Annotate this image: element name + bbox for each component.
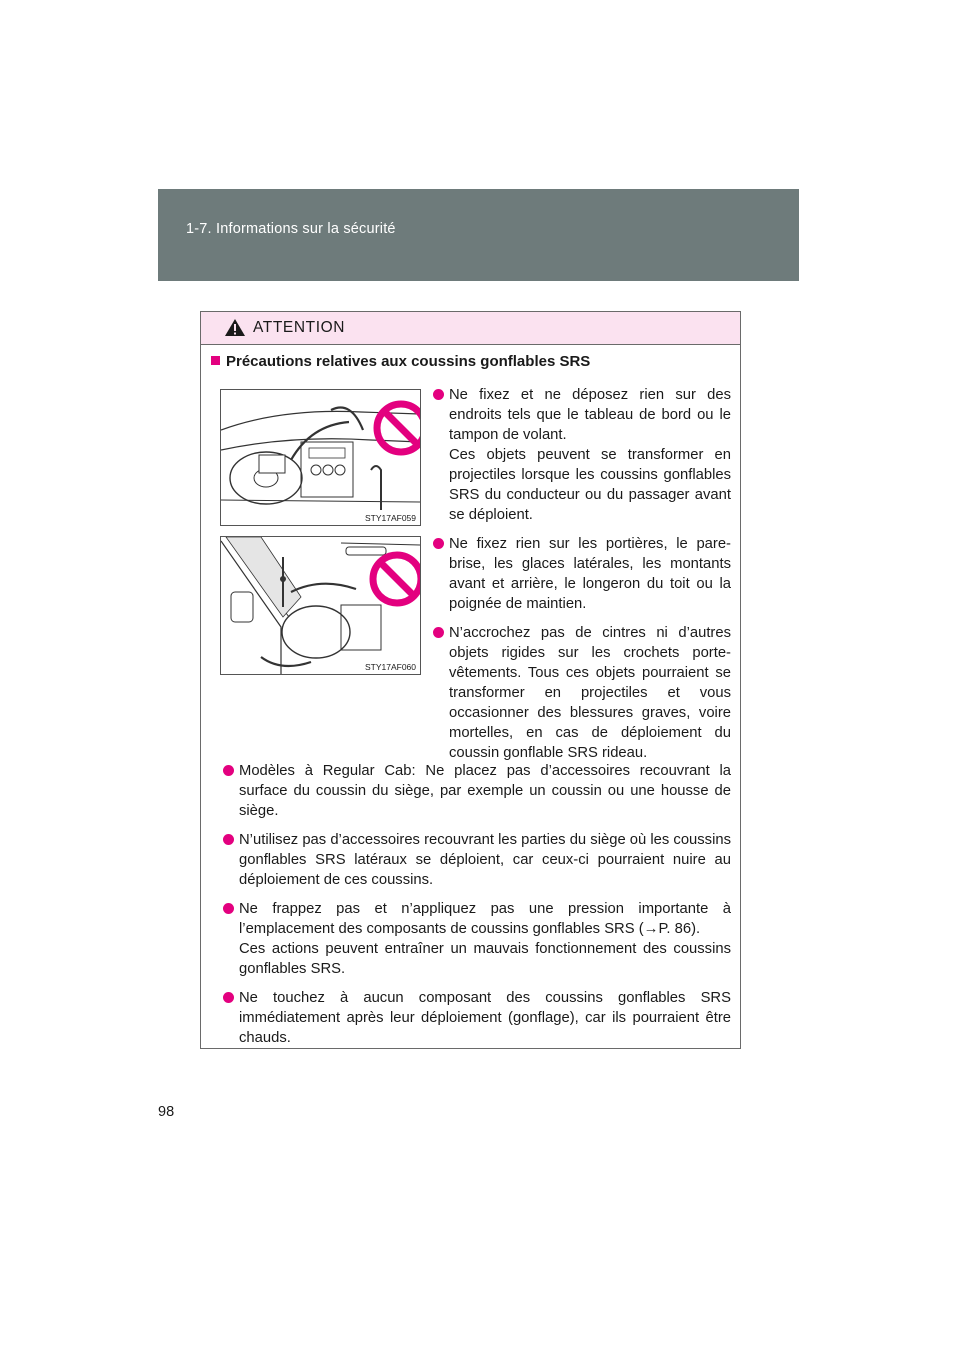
page-number: 98 (158, 1104, 175, 1120)
bullet-dot-icon (223, 765, 234, 776)
bullet-text: N’accrochez pas de cintres ni d’autres objets rigides sur les crochets porte-vêtements. Tous ces objets pourraient se transformer en projectiles et vous occasionner des blessures graves, voire mortelles, en cas de déploiement du coussin gonflable SRS rideau. (449, 625, 731, 761)
bullet-text: Ne fixez rien sur les portières, le pare-brise, les glaces latérales, les montants avant et arrière, le longeron du toit ou la poignée de maintien. (449, 536, 731, 612)
section-header-band (158, 189, 799, 281)
hooks-drawing (221, 537, 420, 674)
section-title: 1-7. Informations sur la sécurité (186, 221, 396, 237)
bullet-dot-icon (433, 538, 444, 549)
caution-subheading (211, 353, 590, 370)
list-item (223, 899, 731, 979)
dashboard-drawing (221, 390, 420, 525)
list-item (223, 988, 731, 1048)
bullet-dot-icon (223, 834, 234, 845)
square-bullet-icon (211, 356, 220, 365)
bullet-dot-icon (433, 627, 444, 638)
warning-triangle-icon (224, 318, 246, 337)
list-item (223, 830, 731, 890)
list-item (433, 534, 731, 614)
bullet-text: N’utilisez pas d’accessoires recouvrant les parties du siège où les coussins gonflables SRS latéraux se déploient, car ceux-ci pourraient nuire au déploiement de ces coussins. (239, 832, 731, 888)
bullet-dot-icon (433, 389, 444, 400)
bullet-text: Ne frappez pas et n’appliquez pas une pression importante à l’emplacement des composants de coussins gonflables SRS (→P. 86). (239, 901, 731, 937)
caution-box (200, 311, 741, 1049)
bullet-text: Ces objets peuvent se transformer en projectiles lorsque les coussins gonflables SRS du conducteur ou du passager avant se déploient. (449, 447, 731, 523)
full-bullet-list (223, 761, 731, 1057)
bullet-text: Ces actions peuvent entraîner un mauvais fonctionnement des coussins gonflables SRS. (239, 941, 731, 977)
bullet-text: Modèles à Regular Cab: Ne placez pas d’accessoires recouvrant la surface du coussin du siège, par exemple un coussin ou une housse de siège. (239, 763, 731, 819)
list-item (223, 761, 731, 821)
list-item (433, 623, 731, 763)
bullet-dot-icon (223, 903, 234, 914)
illustration-code: STY17AF059 (364, 513, 416, 523)
caution-subheading-text: Précautions relatives aux coussins gonflables SRS (226, 353, 591, 370)
illustration-code: STY17AF060 (364, 662, 416, 672)
bullet-text: Ne fixez et ne déposez rien sur des endroits tels que le tableau de bord ou le tampon de volant. (449, 387, 731, 443)
list-item (433, 385, 731, 525)
side-bullet-list (433, 385, 731, 772)
dashboard-objects-illustration (220, 389, 421, 526)
bullet-text: Ne touchez à aucun composant des coussins gonflables SRS immédiatement après leur déploiement (gonflage), car ils pourraient être chauds. (239, 990, 731, 1046)
caution-title: ATTENTION (253, 319, 346, 336)
hanger-hooks-illustration (220, 536, 421, 675)
bullet-dot-icon (223, 992, 234, 1003)
caution-header (201, 312, 740, 345)
